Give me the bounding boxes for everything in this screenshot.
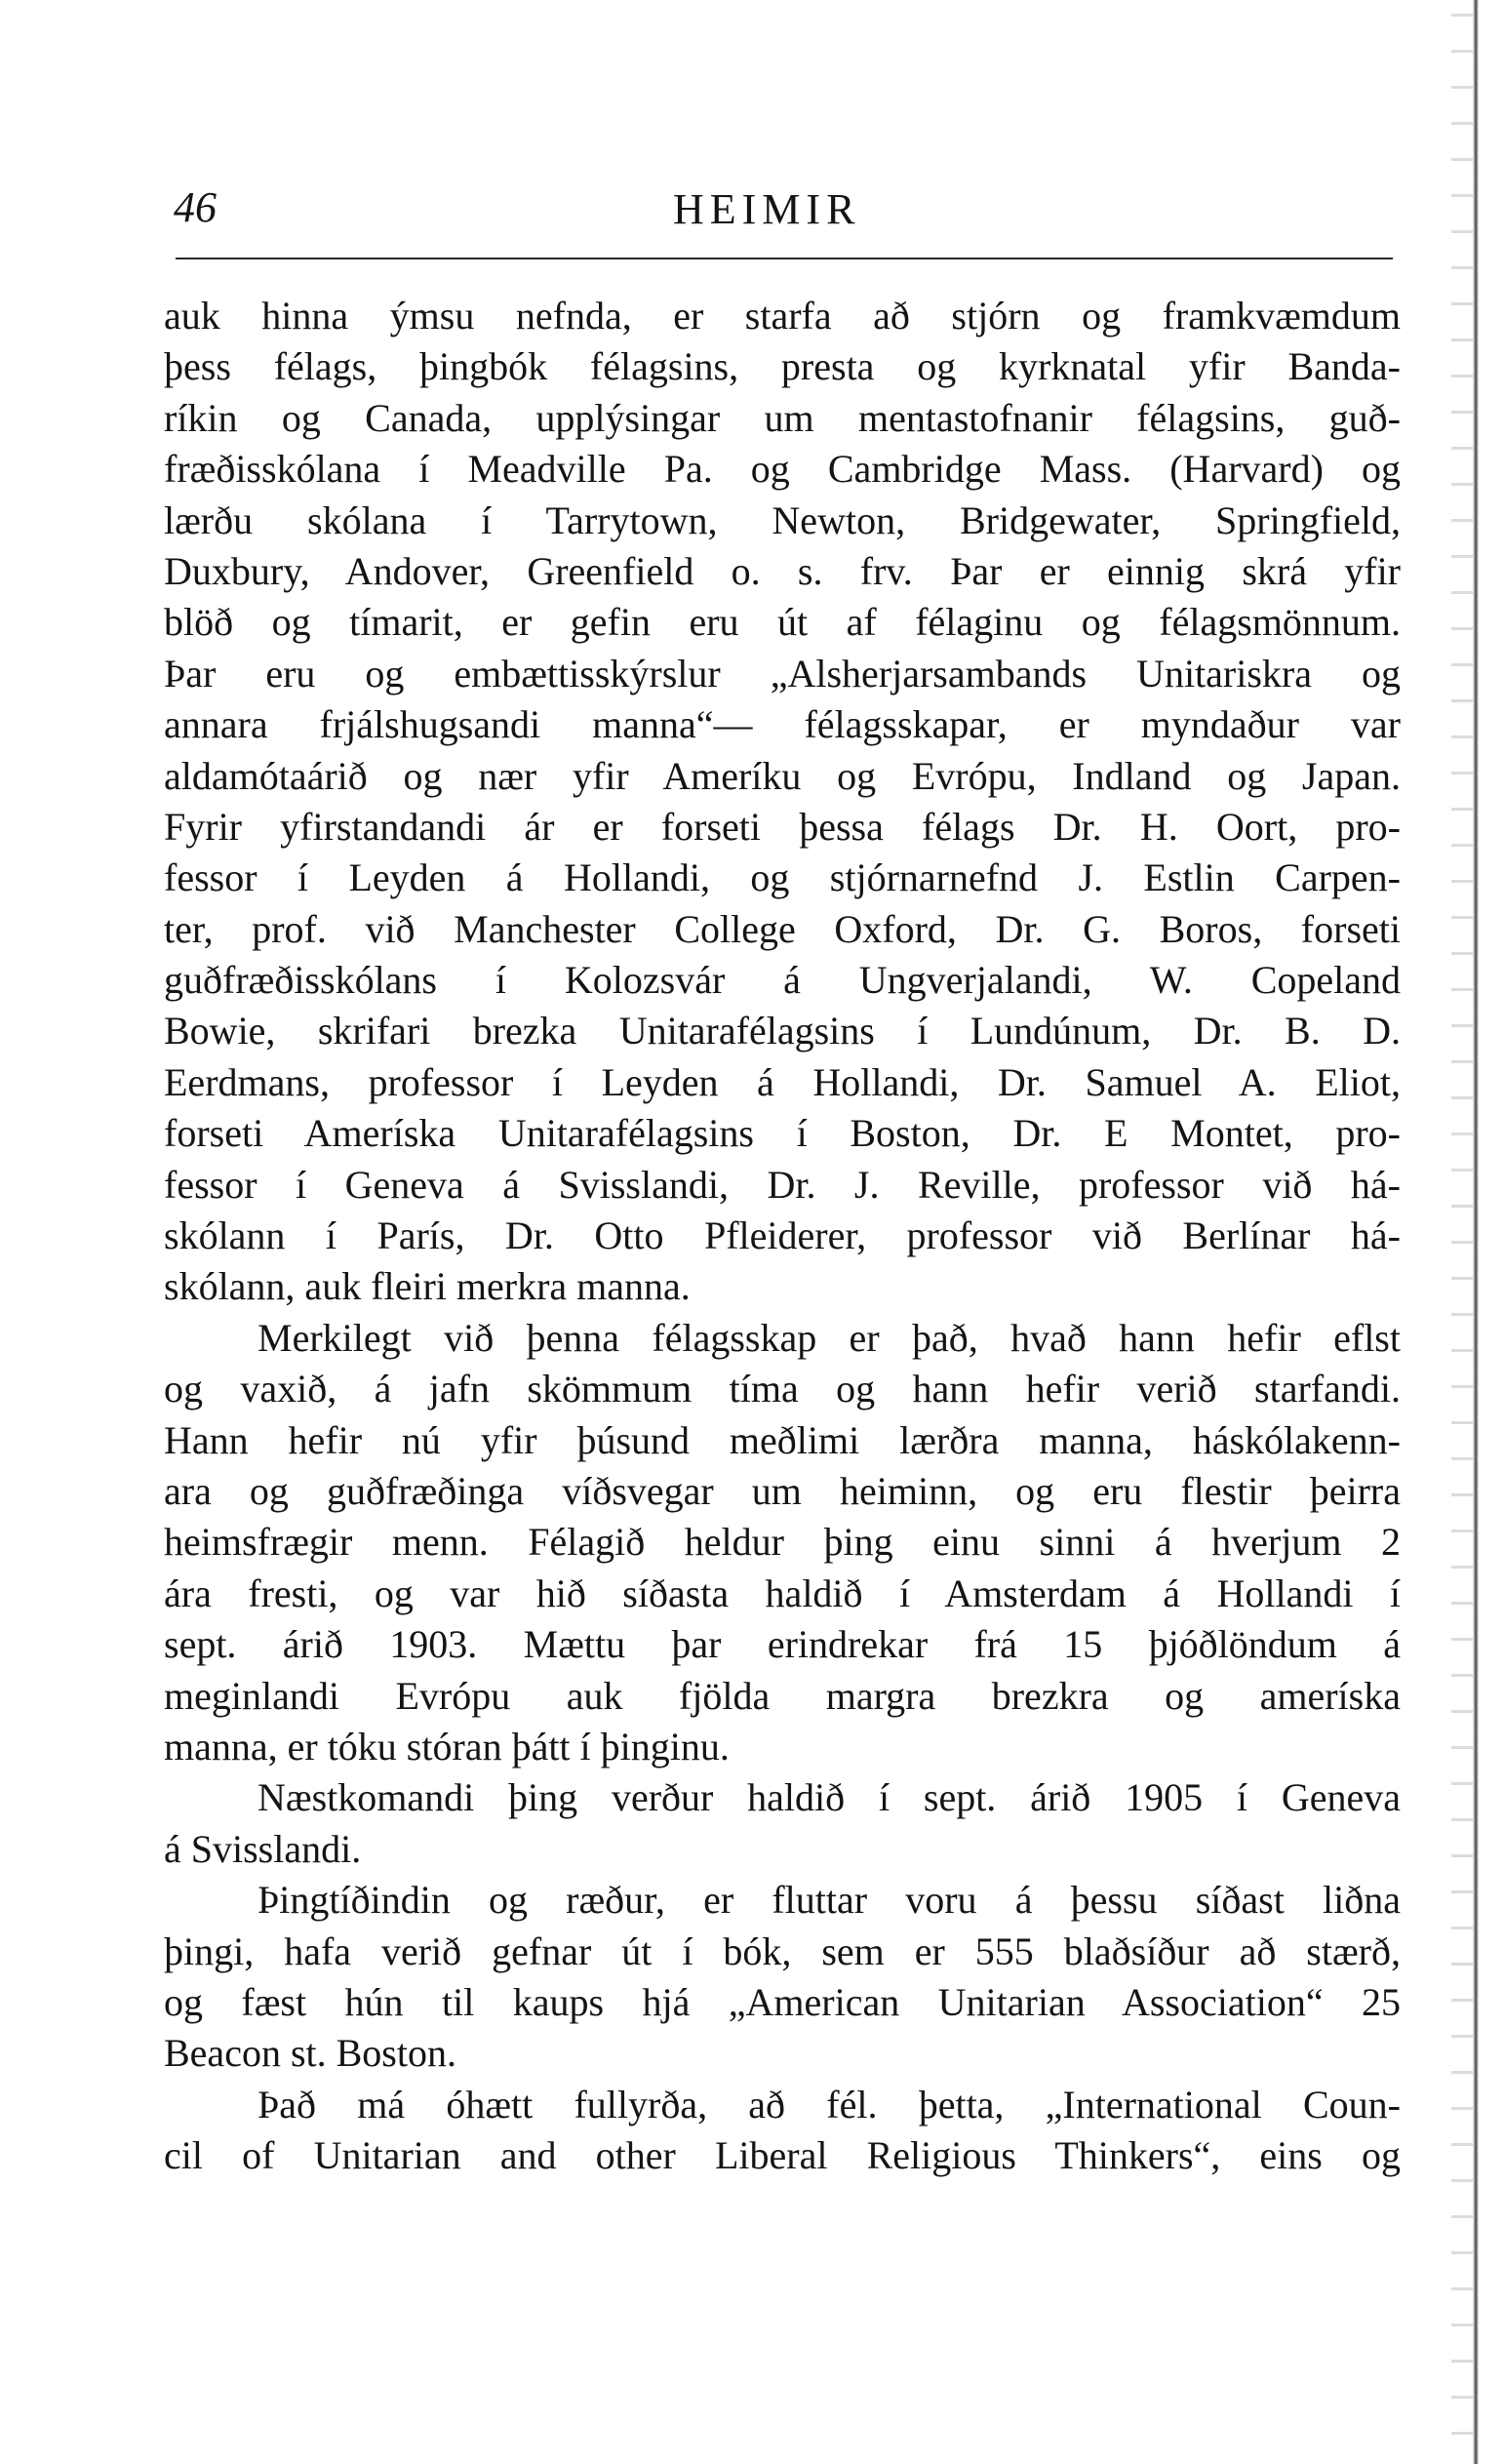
text-line: fræðisskólana í Meadville Pa. og Cambridge Mass. (Harvard) og	[164, 447, 1401, 492]
text-line: blöð og tímarit, er gefin eru út af félaginu og félagsmönnum.	[164, 600, 1401, 645]
text-line: Þar eru og embættisskýrslur „Alsherjarsambands Unitariskra og	[164, 651, 1401, 695]
text-line: skólann, auk fleiri merkra manna.	[164, 1264, 691, 1309]
text-line: annara frjálshugsandi manna“— félagsskapar, er myndaður var	[164, 702, 1401, 747]
text-line: heimsfrægir menn. Félagið heldur þing einu sinni á hverjum 2	[164, 1520, 1401, 1565]
text-line: skólann í París, Dr. Otto Pfleiderer, professor við Berlínar há-	[164, 1213, 1401, 1258]
text-line: cil of Unitarian and other Liberal Religious Thinkers“, eins og	[164, 2133, 1401, 2178]
text-line: þingi, hafa verið gefnar út í bók, sem er 555 blaðsíður að stærð,	[164, 1928, 1401, 1973]
text-line: guðfræðisskólans í Kolozsvár á Ungverjalandi, W. Copeland	[164, 958, 1401, 1003]
paragraph-start-line: Þingtíðindin og ræður, er fluttar voru á þessu síðast liðna	[257, 1878, 1401, 1923]
text-line: aldamótaárið og nær yfir Ameríku og Evrópu, Indland og Japan.	[164, 753, 1401, 798]
text-line: ter, prof. við Manchester College Oxford, Dr. G. Boros, forseti	[164, 906, 1401, 951]
page-number: 46	[174, 183, 217, 231]
text-line: Beacon st. Boston.	[164, 2031, 456, 2076]
text-line: Bowie, skrifari brezka Unitarafélagsins í Lundúnum, Dr. B. D.	[164, 1009, 1401, 1053]
body-text	[164, 291, 1401, 2181]
text-line: ara og guðfræðinga víðsvegar um heiminn, og eru flestir þeirra	[164, 1468, 1401, 1513]
text-line: Hann hefir nú yfir þúsund meðlimi lærðra manna, háskólakenn-	[164, 1417, 1401, 1462]
text-line: fessor í Leyden á Hollandi, og stjórnarnefnd J. Estlin Carpen-	[164, 855, 1401, 900]
text-line: á Svisslandi.	[164, 1826, 362, 1871]
text-line: auk hinna ýmsu nefnda, er starfa að stjórn og framkvæmdum	[164, 294, 1401, 338]
paragraph-start-line: Það má óhætt fullyrða, að fél. þetta, „International Coun-	[257, 2082, 1401, 2126]
paragraph-start-line: Merkilegt við þenna félagsskap er það, hvað hann hefir eflst	[257, 1315, 1401, 1360]
text-line: og vaxið, á jafn skömmum tíma og hann hefir verið starfandi.	[164, 1367, 1401, 1411]
text-line: Fyrir yfirstandandi ár er forseti þessa félags Dr. H. Oort, pro-	[164, 804, 1401, 849]
text-line: meginlandi Evrópu auk fjölda margra brezkra og ameríska	[164, 1673, 1401, 1718]
text-line: þess félags, þingbók félagsins, presta og kyrknatal yfir Banda-	[164, 344, 1401, 389]
text-line: manna, er tóku stóran þátt í þinginu.	[164, 1724, 730, 1769]
text-line: ára fresti, og var hið síðasta haldið í Amsterdam á Hollandi í	[164, 1570, 1401, 1615]
scan-edge-line	[1473, 0, 1479, 2464]
header-rule	[176, 258, 1393, 259]
scan-edge-shadow	[1451, 0, 1473, 2464]
text-line: forseti Ameríska Unitarafélagsins í Boston, Dr. E Montet, pro-	[164, 1111, 1401, 1156]
text-line: fessor í Geneva á Svisslandi, Dr. J. Reville, professor við há-	[164, 1162, 1401, 1207]
text-line: Duxbury, Andover, Greenfield o. s. frv. Þar er einnig skrá yfir	[164, 548, 1401, 593]
text-line: Eerdmans, professor í Leyden á Hollandi, Dr. Samuel A. Eliot,	[164, 1059, 1401, 1104]
text-line: ríkin og Canada, upplýsingar um mentastofnanir félagsins, guð-	[164, 395, 1401, 440]
running-title: HEIMIR	[673, 185, 861, 233]
paragraph-start-line: Næstkomandi þing verður haldið í sept. árið 1905 í Geneva	[257, 1775, 1401, 1820]
text-line: og fæst hún til kaups hjá „American Unitarian Association“ 25	[164, 1979, 1401, 2024]
text-line: sept. árið 1903. Mættu þar erindrekar frá 15 þjóðlöndum á	[164, 1622, 1401, 1667]
text-line: lærðu skólana í Tarrytown, Newton, Bridgewater, Springfield,	[164, 497, 1401, 542]
